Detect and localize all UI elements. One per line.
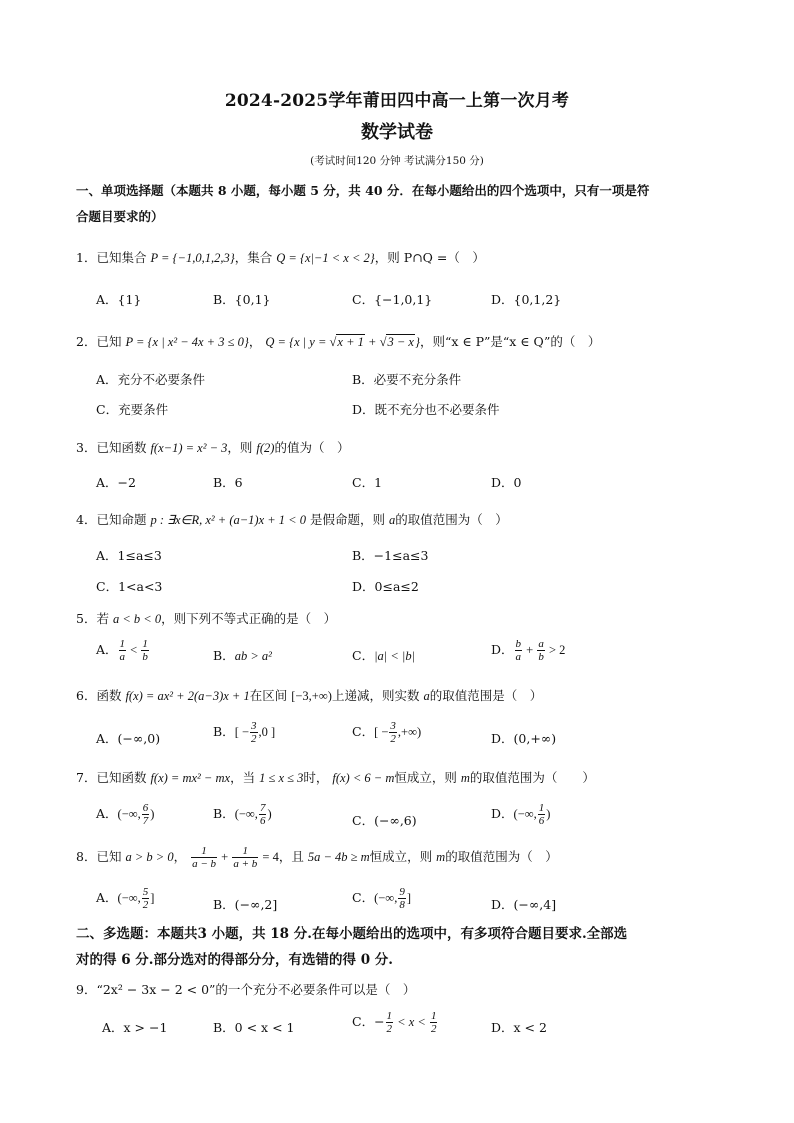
question-2 [76,332,600,350]
numerator: 7 [259,802,266,814]
option-9-b[interactable]: B．0 < x < 1 [213,1020,295,1035]
question-text: 的取值范围为（ ） [469,770,595,785]
option-3-d[interactable]: D．0 [491,475,522,490]
option-4-c[interactable]: C．1<a<3 [96,579,163,594]
fraction [119,638,127,663]
fraction [142,886,150,911]
math-part: ,+∞) [397,725,422,739]
math-part: ) [267,807,272,821]
question-text: 恒成立，则 [394,770,457,785]
option-8-d[interactable]: D．(−∞,4] [491,897,557,912]
numerator: 1 [386,1010,393,1022]
fraction [398,886,406,911]
question-text: ， [173,849,187,864]
question-1 [76,248,485,266]
numerator: 1 [191,845,217,858]
denominator: 6 [538,815,545,827]
option-label: C． [352,724,375,739]
math-part: (−∞, [374,891,398,905]
option-9-c[interactable] [352,1010,438,1035]
question-4 [76,510,508,528]
denominator: 7 [142,815,149,827]
math-part: (−∞, [234,807,258,821]
math-expr: f(x) < 6 − m [332,771,395,785]
numerator: a [538,638,544,650]
numerator: 1 [119,638,126,650]
fraction [141,638,149,663]
option-6-c[interactable] [352,720,421,745]
sqrt-radicand: 3 − x [387,335,414,349]
option-8-b[interactable]: B．(−∞,2] [213,897,278,912]
option-1-a[interactable]: A．{1} [96,292,142,307]
question-text: ，当 [230,770,256,785]
question-3 [76,438,349,456]
operator: + [523,643,537,657]
math-expr: Q = {x|−1 < x < 2} [276,251,375,265]
option-label: B． [213,724,235,739]
question-text: 已知命题 [96,512,147,527]
math-expr: > 2 [545,643,566,657]
math-expr: ab > a² [234,649,272,663]
option-8-c[interactable] [352,886,411,911]
question-number: 1． [76,250,97,265]
exam-subtitle: 数学试卷 [361,122,433,143]
option-label: A． [96,890,118,905]
question-text: 已知函数 [96,440,147,455]
question-number: 7． [76,770,97,785]
option-label: D． [491,806,514,821]
question-text: 是假命题，则 [306,512,385,527]
question-text: 已知函数 [96,770,147,785]
option-7-a[interactable] [96,802,154,827]
math-expr: Q = {x | y = √x + 1 + √3 − x} [265,335,420,349]
denominator: a + b [233,858,258,870]
question-number: 8． [76,849,97,864]
question-6 [76,686,542,704]
option-9-a[interactable]: A．x > −1 [102,1020,168,1035]
math-expr: 1 ≤ x ≤ 3 [259,771,304,785]
math-part: [ − [374,725,389,739]
option-label: A． [96,806,118,821]
math-expr: P = {−1,0,1,2,3} [150,251,235,265]
denominator: a − b [192,858,217,870]
option-label: B． [213,648,235,663]
option-label: D． [491,642,514,657]
question-text: 的取值范围为（ ） [395,512,508,527]
option-label: C． [352,890,375,905]
section-1-heading [76,178,726,230]
question-text: ，则 [227,440,253,455]
option-5-a[interactable] [96,638,150,663]
section-1-line-2: 合题目要求的） [76,209,164,224]
option-6-b[interactable] [213,720,275,745]
question-text: 的取值范围是（ ） [429,688,543,703]
option-label: C． [352,648,375,663]
math-expr: = 4 [259,850,279,864]
math-part: [ − [234,725,250,739]
question-number: 5． [76,611,97,626]
question-text: 的取值范围为（ ） [445,849,558,864]
option-3-b[interactable]: B．6 [213,475,243,490]
question-5 [76,609,336,627]
option-4-d[interactable]: D．0≤a≤2 [352,579,419,594]
operator: + [218,850,232,864]
math-expr: f(x) = ax² + 2(a−3)x + 1 [125,689,250,703]
numerator: 1 [232,845,258,858]
numerator: 1 [538,802,545,814]
question-text: 函数 [96,688,122,703]
exam-title: 2024-2025学年莆田四中高一上第一次月考 [224,91,570,111]
option-1-d[interactable]: D．{0,1,2} [491,292,562,307]
option-1-c[interactable]: C．{−1,0,1} [352,292,433,307]
option-9-d[interactable]: D．x < 2 [491,1020,547,1035]
denominator: 2 [251,733,257,745]
fraction [142,802,150,827]
math-part: (−∞, [117,807,141,821]
question-number: 9． [76,982,97,997]
denominator: b [142,651,148,663]
math-var: m [460,771,470,785]
fraction [538,802,546,827]
fraction [386,1010,394,1035]
math-part: ) [150,807,155,821]
math-expr: a < b < 0 [112,612,162,626]
option-2-d[interactable]: D．既不充分也不必要条件 [352,402,500,417]
denominator: 2 [390,733,396,745]
section-1-line-1: 一、单项选择题（本题共 8 小题，每小题 5 分，共 40 分．在每小题给出的四个选项中，只有一项是符 [76,183,650,198]
math-expr: f(x) = mx² − mx [150,771,231,785]
option-5-d[interactable] [491,638,565,663]
math-expr: 5a − 4b ≥ m [307,850,370,864]
question-number: 3． [76,440,97,455]
numerator: b [515,638,522,650]
option-6-d[interactable]: D．(0,+∞) [491,731,557,746]
section-2-heading [76,921,736,973]
question-8 [76,845,558,870]
math-expr: f(x−1) = x² − 3 [150,441,228,455]
question-9 [76,980,415,998]
sqrt-radicand: x + 1 [337,335,364,349]
math-part: Q = {x | y = [265,335,330,349]
denominator: a [515,651,522,663]
math-expr: a > b > 0 [125,850,174,864]
question-text: 若 [96,611,109,626]
math-expr: p : ∃x∈R, x² + (a−1)x + 1 < 0 [150,513,306,527]
question-text: ， [248,334,262,349]
option-1-b[interactable]: B．{0,1} [213,292,271,307]
question-text: 已知 [96,849,122,864]
option-4-b[interactable]: B．−1≤a≤3 [352,548,429,563]
math-expr: [−3,+∞) [291,689,332,703]
math-part: ,0 ] [258,725,276,739]
math-expr: f(2) [256,441,275,455]
question-text: 时， [303,770,329,785]
option-label: B． [213,806,235,821]
option-7-c[interactable]: C．(−∞,6) [352,813,417,828]
option-label: A． [96,642,118,657]
option-6-a[interactable]: A．(−∞,0) [96,731,161,746]
denominator: 2 [430,1023,437,1035]
math-expr: < x < [394,1015,429,1029]
option-7-d[interactable] [491,802,550,827]
question-number: 6． [76,688,97,703]
option-8-a[interactable] [96,886,154,911]
question-number: 2． [76,334,97,349]
option-5-b[interactable] [213,646,272,664]
question-text: ，则下列不等式正确的是（ ） [161,611,337,626]
question-text: 已知 [96,334,122,349]
math-part: } [414,335,420,349]
numerator: 6 [142,802,149,814]
math-expr: |a| < |b| [374,649,416,663]
fraction [389,720,397,745]
fraction [191,845,217,870]
question-number: 4． [76,512,97,527]
option-2-a[interactable]: A．充分不必要条件 [96,372,206,387]
option-3-a[interactable]: A．−2 [96,475,136,490]
question-7 [76,768,595,786]
fraction [537,638,545,663]
fraction [430,1010,438,1035]
denominator: b [538,651,544,663]
question-text: 已知集合 [96,250,147,265]
section-2-line-2: 对的得 6 分.部分选对的得部分分，有选错的得 0 分. [76,952,393,968]
math-var: m [436,850,446,864]
math-part: ] [406,891,411,905]
denominator: 6 [259,815,266,827]
denominator: 2 [386,1023,393,1035]
option-2-c[interactable]: C．充要条件 [96,402,169,417]
fraction [250,720,258,745]
option-3-c[interactable]: C．1 [352,475,383,490]
denominator: 2 [142,899,149,911]
numerator: 9 [399,886,405,898]
option-2-b[interactable]: B．必要不充分条件 [352,372,462,387]
math-part: (−∞, [513,807,537,821]
question-text: ，且 [278,849,304,864]
option-5-c[interactable] [352,646,415,664]
fraction [259,802,267,827]
question-text: ，集合 [234,250,273,265]
exam-note: (考试时间120 分钟 考试满分150 分) [310,155,484,167]
math-var: a [388,513,396,527]
fraction [232,845,258,870]
option-label: C．− [352,1014,385,1029]
math-expr: P = {x | x² − 4x + 3 ≤ 0} [125,335,249,349]
question-text: 的值为（ ） [274,440,350,455]
question-text: “2x² − 3x − 2 < 0”的一个充分不必要条件可以是（ ） [96,982,416,997]
option-4-a[interactable]: A．1≤a≤3 [96,548,162,563]
question-text: 恒成立，则 [369,849,433,864]
question-text: 上递减，则实数 [331,688,420,703]
question-text: ，则“x ∈ P”是“x ∈ Q”的（ ） [419,334,601,349]
numerator: 1 [142,638,148,650]
operator: < [127,643,141,657]
question-text: ，则 P∩Q =（ ） [374,250,485,265]
section-2-line-1: 二、多选题：本题共3 小题，共 18 分.在每小题给出的选项中，有多项符合题目要求.全部选 [76,926,628,942]
math-var: a [423,689,430,703]
math-part: ) [546,807,551,821]
numerator: 1 [430,1010,437,1022]
option-7-b[interactable] [213,802,272,827]
denominator: a [119,651,126,663]
numerator: 3 [251,720,257,732]
denominator: 8 [399,899,405,911]
question-text: 在区间 [249,688,288,703]
math-part: + [364,335,380,349]
math-part: (−∞, [117,891,141,905]
numerator: 3 [390,720,396,732]
fraction [515,638,523,663]
math-part: ] [150,891,155,905]
numerator: 5 [142,886,149,898]
